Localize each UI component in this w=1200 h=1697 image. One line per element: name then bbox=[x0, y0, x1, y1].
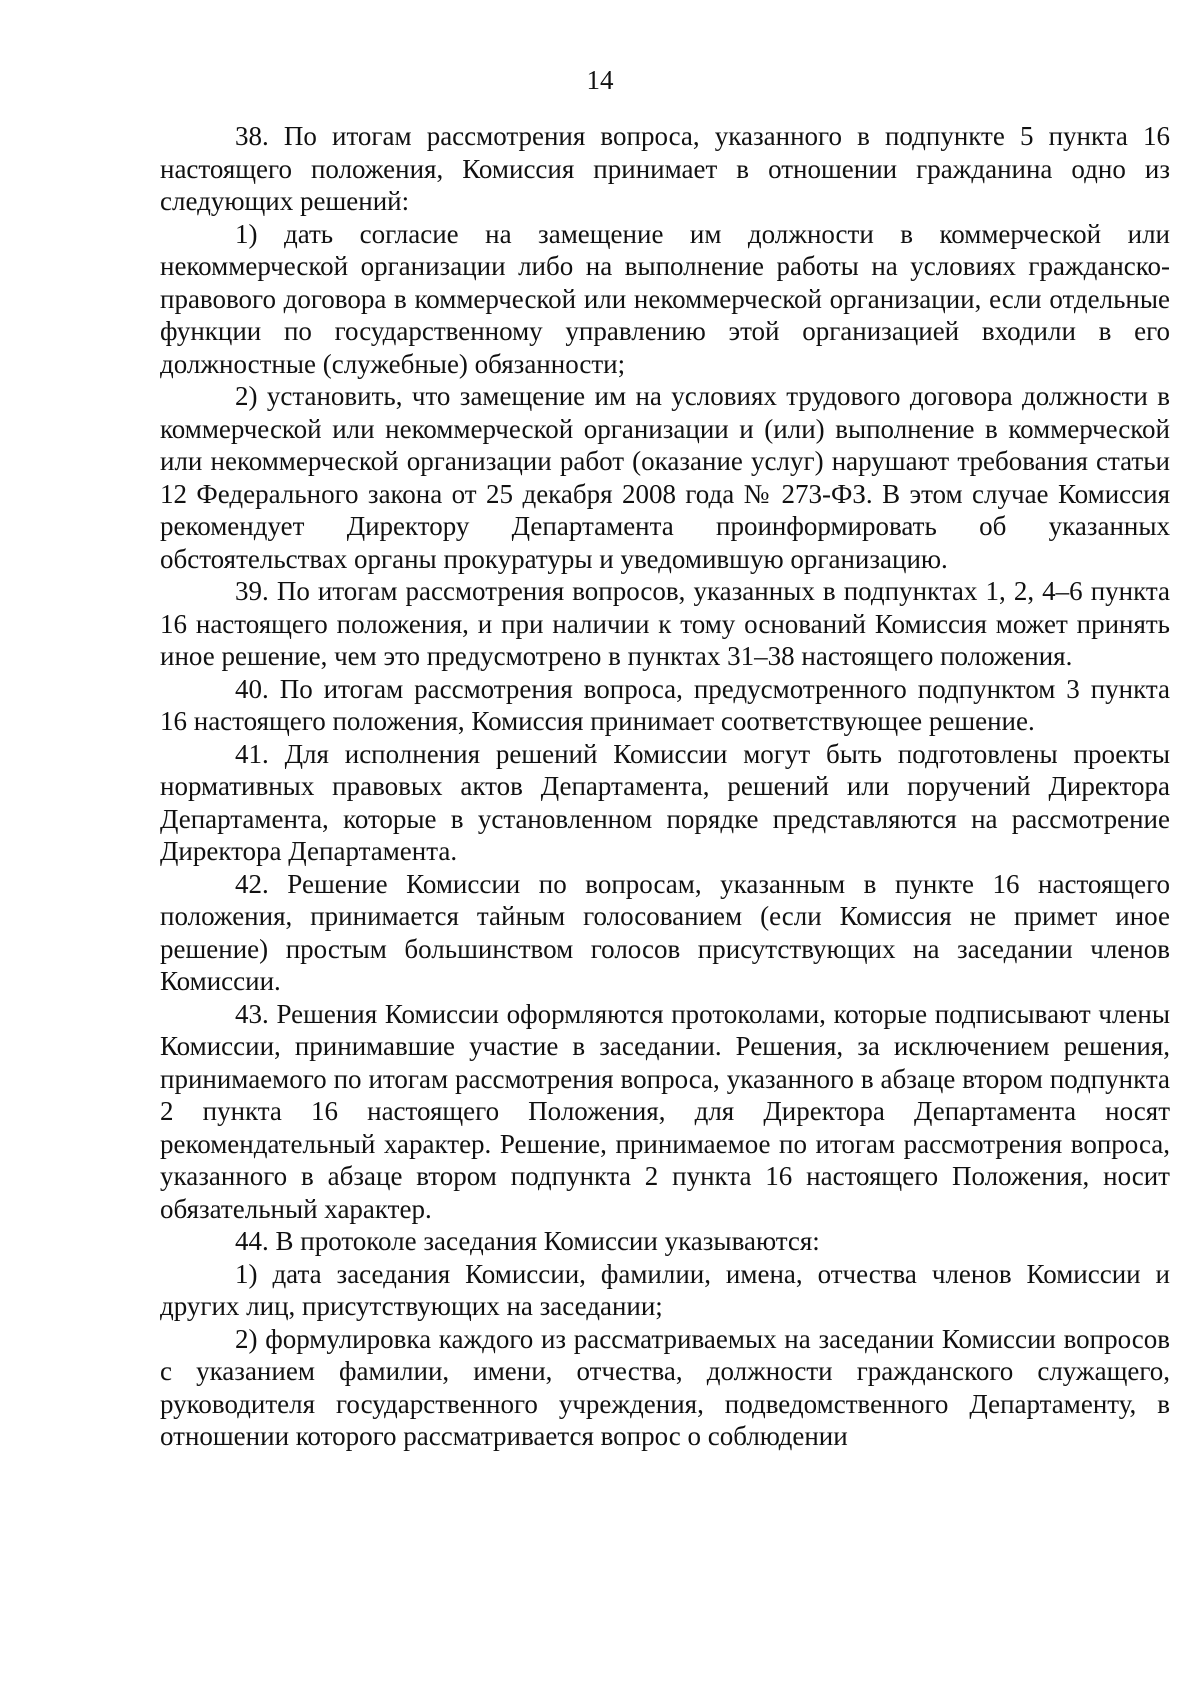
paragraph-38-item-2: 2) установить, что замещение им на условиях трудового договора должности в коммерческой или некоммерческой организации и (или) выполнение в коммерческой или некоммерческой организации работ (оказание услуг) нарушают требования статьи 12 Федерального закона от 25 декабря 2008 года № 273-ФЗ. В этом случае Комиссия рекомендует Директору Департамента проинформировать об указанных обстоятельствах органы прокуратуры и уведомившую организацию. bbox=[160, 381, 1170, 574]
paragraph-41: 41. Для исполнения решений Комиссии могут быть подготовлены проекты нормативных правовых актов Департамента, решений или поручений Директора Департамента, которые в установленном порядке представляются на рассмотрение Директора Департамента. bbox=[160, 738, 1170, 866]
paragraph-42: 42. Решение Комиссии по вопросам, указанным в пункте 16 настоящего положения, принимается тайным голосованием (если Комиссия не примет иное решение) простым большинством голосов присутствующих на заседании членов Комиссии. bbox=[160, 868, 1170, 996]
paragraph-39: 39. По итогам рассмотрения вопросов, указанных в подпунктах 1, 2, 4–6 пункта 16 настоящего положения, и при наличии к тому оснований Комиссия может принять иное решение, чем это предусмотрено в пунктах 31–38 настоящего положения. bbox=[160, 576, 1170, 671]
paragraph-44: 44. В протоколе заседания Комиссии указываются: bbox=[235, 1226, 820, 1256]
paragraph-43: 43. Решения Комиссии оформляются протоколами, которые подписывают члены Комиссии, принимавшие участие в заседании. Решения, за исключением решения, принимаемого по итогам рассмотрения вопроса, указанного в абзаце втором подпункта 2 пункта 16 настоящего Положения, для Директора Департамента носят рекомендательный характер. Решение, принимаемое по итогам рассмотрения вопроса, указанного в абзаце втором подпункта 2 пункта 16 настоящего Положения, носит обязательный характер. bbox=[160, 998, 1170, 1224]
paragraph-40: 40. По итогам рассмотрения вопроса, предусмотренного подпунктом 3 пункта 16 настоящего положения, Комиссия принимает соответствующее решение. bbox=[160, 673, 1170, 736]
page-number: 14 bbox=[586, 65, 614, 95]
paragraph-44-item-2: 2) формулировка каждого из рассматриваемых на заседании Комиссии вопросов с указанием фамилии, имени, отчества, должности гражданского служащего, руководителя государственного учреждения, подведомственного Департаменту, в отношении которого рассматривается вопрос о соблюдении bbox=[160, 1323, 1170, 1451]
document-body bbox=[160, 120, 1170, 1453]
paragraph-44-item-1: 1) дата заседания Комиссии, фамилии, имена, отчества членов Комиссии и других лиц, присутствующих на заседании; bbox=[160, 1258, 1170, 1321]
paragraph-38: 38. По итогам рассмотрения вопроса, указанного в подпункте 5 пункта 16 настоящего положения, Комиссия принимает в отношении гражданина одно из следующих решений: bbox=[160, 121, 1170, 216]
paragraph-38-item-1: 1) дать согласие на замещение им должности в коммерческой или некоммерческой организации либо на выполнение работы на условиях гражданско-правового договора в коммерческой или некоммерческой организации, если отдельные функции по государственному управлению этой организацией входили в его должностные (служебные) обязанности; bbox=[160, 218, 1170, 379]
